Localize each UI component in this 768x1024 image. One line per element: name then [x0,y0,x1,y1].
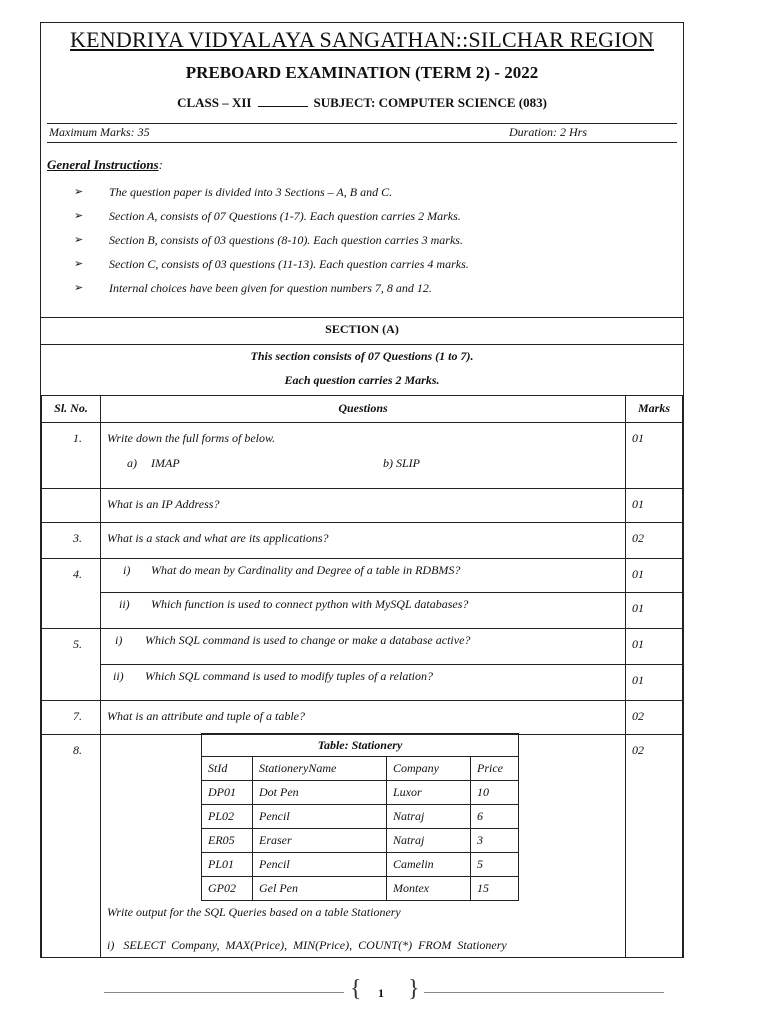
footer-rule-right [424,992,664,993]
arrow-bullet-icon: ➢ [74,282,84,294]
sub-text: What do mean by Cardinality and Degree of a table in RDBMS? [151,563,461,577]
table-row [42,423,683,489]
stationery-row [202,781,519,805]
section-desc-line-2: Each question carries 2 Marks. [284,373,440,387]
section-description [41,345,683,395]
footer-rule-left [104,992,344,993]
sub-label: ii) [113,669,124,683]
marks-cell [626,593,683,629]
question-number: 5. [73,637,82,651]
instruction-text: The question paper is divided into 3 Sections – A, B and C. [109,185,393,199]
arrow-bullet-icon: ➢ [74,234,84,246]
stationery-cell: Natraj [387,829,471,853]
region-title: KENDRIYA VIDYALAYA SANGATHAN::SILCHAR REGION [70,27,654,52]
instruction-text: Section B, consists of 03 questions (8-10). Each question carries 3 marks. [109,233,463,247]
instructions-title [47,157,683,173]
stationery-cell: PL02 [202,805,253,829]
instruction-text: Section A, consists of 07 Questions (1-7). Each question carries 2 Marks. [109,209,461,223]
blank-line [258,95,308,107]
marks-cell [626,665,683,701]
instructions-list [41,185,683,305]
sub-text: Which function is used to connect python with MySQL databases? [151,597,469,611]
sub-label: ii) [119,597,130,611]
question-number-cell [42,489,101,523]
marks-value: 01 [632,637,644,651]
sql-query-text: i) SELECT Company, MAX(Price), MIN(Price), COUNT(*) FROM Stationery [107,938,507,952]
question-cell [101,665,626,701]
marks-cell [626,629,683,665]
stationery-cell: 5 [471,853,519,877]
subject-label: SUBJECT: COMPUTER SCIENCE (083) [313,95,547,110]
stationery-col-header: Company [387,757,471,781]
stationery-cell: DP01 [202,781,253,805]
marks-value: 01 [632,497,644,511]
question-number-cell [42,523,101,559]
questions-table [41,395,683,958]
sub-label: i) [123,563,131,577]
class-label: CLASS – XII [177,95,252,110]
stationery-row [202,853,519,877]
question-cell [101,523,626,559]
marks-value: 01 [632,431,644,445]
table-row [42,559,683,593]
exam-sheet [40,22,684,958]
stationery-cell: 6 [471,805,519,829]
page-number-box [348,976,420,1006]
question-cell [101,559,626,593]
stationery-col-header: StId [202,757,253,781]
stationery-col-header: Price [471,757,519,781]
marks-cell [626,559,683,593]
stationery-row [202,829,519,853]
instruction-item [41,185,683,209]
question-number: 3. [73,531,82,545]
page-number: 1 [378,986,384,1000]
question-number-cell [42,701,101,735]
stationery-cell: Eraser [253,829,387,853]
duration: Duration: 2 Hrs [509,125,588,139]
sub-label: i) [115,633,123,647]
stationery-table [201,733,519,901]
stationery-caption: Table: Stationery [202,734,519,757]
stationery-cell: Natraj [387,805,471,829]
right-brace-icon: } [408,976,420,1002]
col-header-marks: Marks [626,396,683,423]
instruction-item [41,233,683,257]
class-subject-line [41,95,683,113]
question-number-cell [42,735,101,959]
stationery-cell: 10 [471,781,519,805]
marks-duration-line [47,123,677,143]
marks-cell [626,423,683,489]
sub-question-row [101,629,625,655]
col-header-questions: Questions [101,396,626,423]
marks-cell [626,735,683,959]
stationery-cell: Gel Pen [253,877,387,901]
stationery-cell: Dot Pen [253,781,387,805]
question-text: What is an attribute and tuple of a table? [107,709,305,723]
instruction-text: Internal choices have been given for question numbers 7, 8 and 12. [109,281,432,295]
left-brace-icon: { [350,976,362,1002]
section-desc-line-1: This section consists of 07 Questions (1 to 7). [250,349,474,363]
marks-value: 02 [632,709,644,723]
question-number-cell [42,423,101,489]
table-row [42,523,683,559]
instruction-item [41,281,683,305]
stationery-cell: Luxor [387,781,471,805]
stationery-table-wrap [101,735,625,953]
question-cell [101,593,626,629]
stationery-cell: 15 [471,877,519,901]
stationery-row [202,805,519,829]
question-cell [101,701,626,735]
stationery-caption-row [202,734,519,757]
question-number: 1. [73,431,82,445]
table-row [42,629,683,665]
marks-cell [626,523,683,559]
sub-question-row [101,593,625,619]
instructions-title-text: General Instructions [47,157,159,172]
question-number: 8. [73,743,82,757]
arrow-bullet-icon: ➢ [74,186,84,198]
stationery-cell: Camelin [387,853,471,877]
col-header-sl-no: Sl. No. [42,396,101,423]
stationery-cell: Pencil [253,805,387,829]
question-text: Write output for the SQL Queries based on a table Stationery [107,905,401,919]
question-cell [101,423,626,489]
table-header-row [42,396,683,423]
arrow-bullet-icon: ➢ [74,258,84,270]
table-row [42,701,683,735]
sub-text: b) SLIP [383,456,420,470]
section-title: SECTION (A) [41,317,683,345]
marks-value: 02 [632,743,644,757]
instruction-item [41,257,683,281]
question-number: 7. [73,709,82,723]
stationery-col-header: StationeryName [253,757,387,781]
marks-cell [626,489,683,523]
question-cell [101,489,626,523]
exam-title: PREBOARD EXAMINATION (TERM 2) - 2022 [185,63,539,82]
stationery-header-row [202,757,519,781]
sub-label: a) [127,456,137,470]
sub-question-row [101,665,625,691]
sub-text: Which SQL command is used to change or make a database active? [145,633,471,647]
marks-value: 01 [632,673,644,687]
instruction-text: Section C, consists of 03 questions (11-13). Each question carries 4 marks. [109,257,469,271]
marks-value: 01 [632,601,644,615]
question-number-cell [42,629,101,701]
stationery-row [202,877,519,901]
sub-question-row [101,452,625,478]
question-cell [101,735,626,959]
question-cell [101,629,626,665]
sub-text: Which SQL command is used to modify tuples of a relation? [145,669,433,683]
stationery-cell: Pencil [253,853,387,877]
stationery-cell: ER05 [202,829,253,853]
table-row [42,593,683,629]
question-text: What is an IP Address? [107,497,220,511]
marks-value: 01 [632,567,644,581]
marks-cell [626,701,683,735]
stationery-cell: 3 [471,829,519,853]
table-row [42,735,683,959]
arrow-bullet-icon: ➢ [74,210,84,222]
question-text: What is a stack and what are its applications? [107,531,329,545]
question-number: 4. [73,567,82,581]
question-text: Write down the full forms of below. [107,431,276,445]
stationery-cell: Montex [387,877,471,901]
table-row [42,665,683,701]
stationery-cell: PL01 [202,853,253,877]
instruction-item [41,209,683,233]
sub-text: IMAP [151,456,180,470]
instructions-colon: : [158,157,163,172]
marks-value: 02 [632,531,644,545]
stationery-cell: GP02 [202,877,253,901]
table-row [42,489,683,523]
max-marks: Maximum Marks: 35 [49,125,150,139]
sub-question-row [101,559,625,585]
question-number-cell [42,559,101,629]
